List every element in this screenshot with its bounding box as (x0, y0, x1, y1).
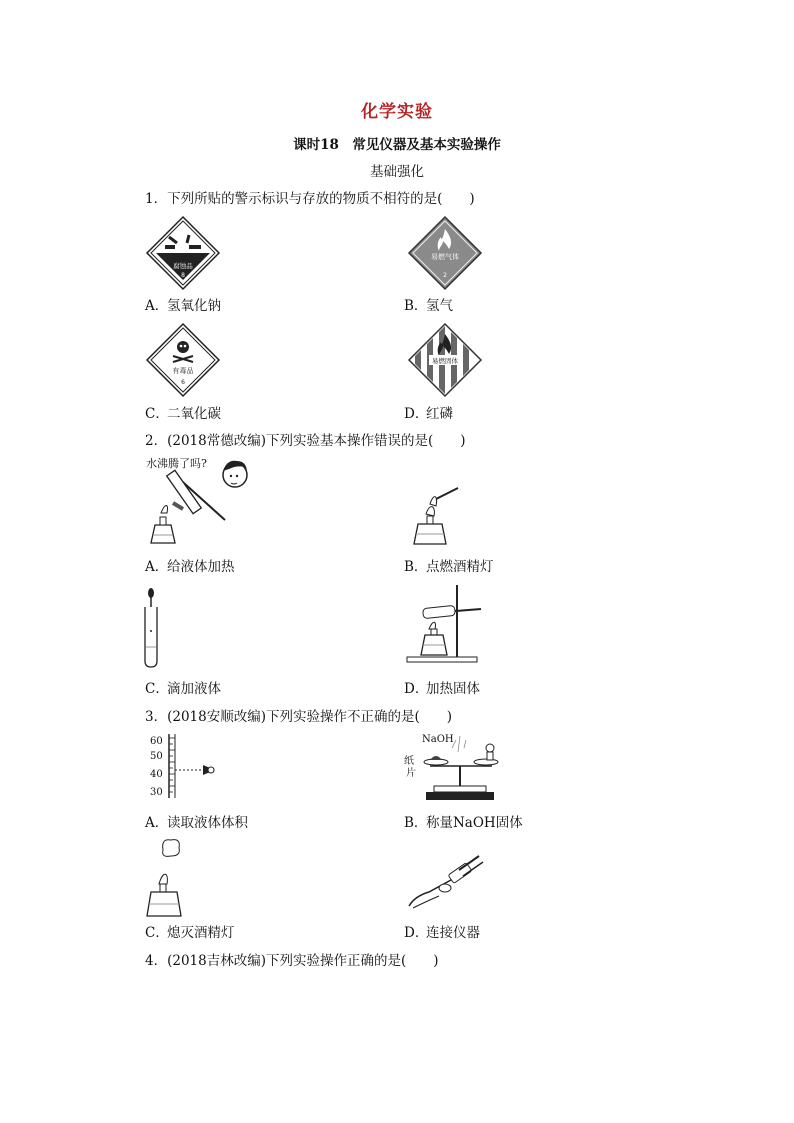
q1-option-a[interactable] (145, 294, 221, 314)
q3-option-d[interactable] (404, 921, 480, 941)
option-letter: A． (145, 815, 169, 831)
paper-label-1: 纸 (404, 756, 414, 767)
option-text: 滴加液体 (167, 681, 221, 697)
option-letter: D． (404, 406, 429, 422)
option-letter: A． (145, 298, 169, 314)
option-letter: C． (145, 925, 169, 941)
q3-option-a[interactable] (145, 811, 248, 831)
lesson-subtitle: 课时18 常见仪器及基本实验操作 (293, 137, 501, 153)
option-text: 氢气 (426, 298, 453, 314)
option-text: 加热固体 (426, 681, 480, 697)
option-letter: B． (404, 559, 428, 575)
option-text: 熄灭酒精灯 (167, 925, 235, 941)
option-text: 二氧化碳 (167, 406, 221, 422)
cylinder-tick-label: 60 (150, 736, 163, 747)
flammable-gas-sign-icon (407, 215, 483, 291)
option-text: 点燃酒精灯 (426, 559, 494, 575)
option-text: 氢氧化钠 (167, 298, 221, 314)
cylinder-reading-illustration (145, 732, 225, 802)
option-letter: C． (145, 406, 169, 422)
cylinder-tick-label: 40 (150, 769, 163, 780)
connecting-apparatus-illustration (405, 848, 485, 910)
speech-bubble-text: 水沸腾了吗? (146, 457, 207, 470)
q3-option-c[interactable] (145, 921, 235, 941)
q2-option-d[interactable] (404, 677, 480, 697)
balance-weighing-illustration (404, 732, 504, 802)
flammable-solid-sign-text: 易燃固体 (432, 357, 458, 365)
question-3-stem: 3．(2018安顺改编)下列实验操作不正确的是( ) (145, 709, 453, 725)
q2-option-a[interactable] (145, 555, 235, 575)
heating-liquid-illustration (145, 455, 255, 550)
corrosive-sign-number: 8 (181, 272, 185, 279)
q1-option-b[interactable] (404, 294, 453, 314)
q1-option-d[interactable] (404, 402, 453, 422)
dropping-liquid-illustration (143, 587, 163, 669)
option-text: 称量NaOH固体 (426, 815, 523, 831)
corrosive-sign-icon (145, 215, 221, 291)
heating-solid-illustration (405, 583, 495, 665)
extinguish-lamp-illustration (145, 836, 205, 918)
toxic-sign-number: 6 (181, 379, 185, 386)
q2-option-b[interactable] (404, 555, 494, 575)
question-4-stem: 4．(2018吉林改编)下列实验操作正确的是( ) (145, 953, 439, 969)
corrosive-sign-text: 腐蚀品 (173, 262, 193, 270)
option-letter: C． (145, 681, 169, 697)
option-letter: B． (404, 815, 428, 831)
option-text: 给液体加热 (167, 559, 235, 575)
option-letter: B． (404, 298, 428, 314)
cylinder-tick-label: 50 (150, 751, 163, 762)
option-letter: D． (404, 925, 429, 941)
flammable-gas-sign-number: 2 (443, 272, 447, 279)
toxic-sign-text: 有毒品 (172, 367, 194, 375)
cylinder-tick-label: 30 (150, 787, 163, 798)
option-letter: D． (404, 681, 429, 697)
option-text: 红磷 (426, 406, 453, 422)
q2-option-c[interactable] (145, 677, 221, 697)
option-text: 连接仪器 (426, 925, 480, 941)
flammable-gas-sign-text: 易燃气体 (431, 253, 459, 261)
toxic-sign-icon (145, 322, 221, 398)
naoh-label: NaOH (422, 734, 454, 745)
lighting-alcohol-lamp-illustration (408, 488, 468, 546)
question-2-stem: 2．(2018常德改编)下列实验基本操作错误的是( ) (145, 433, 466, 449)
paper-label-2: 片 (406, 768, 416, 779)
page-title: 化学实验 (361, 102, 433, 122)
option-letter: A． (145, 559, 169, 575)
question-1-stem: 1．下列所贴的警示标识与存放的物质不相符的是( ) (145, 191, 475, 207)
flammable-solid-sign-icon (407, 322, 483, 398)
section-heading: 基础强化 (370, 164, 424, 180)
option-text: 读取液体体积 (167, 815, 248, 831)
q1-option-c[interactable] (145, 402, 221, 422)
q3-option-b[interactable] (404, 811, 523, 831)
